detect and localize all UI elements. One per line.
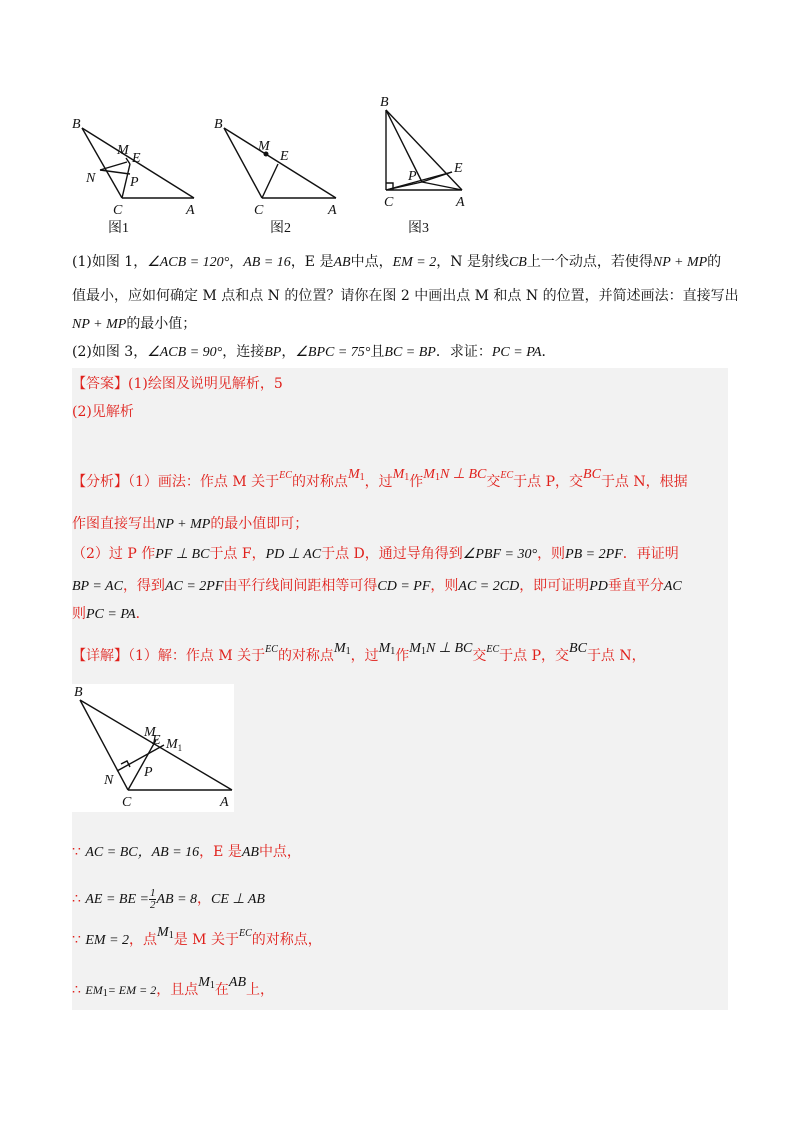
analysis-line3: （2）过 P 作PF ⊥ BC于点 F，PD ⊥ AC于点 D，通过导角得到∠PBF = 30°，则PB = 2PF．再证明 (72, 546, 679, 562)
fig3-caption: 图3 (408, 221, 429, 236)
fig2-label-B: B (214, 117, 223, 132)
fig4-label-A: A (220, 795, 229, 810)
answer-line2: (2)见解析 (72, 404, 134, 420)
fig1-label-A: A (186, 203, 195, 218)
fig2-label-M: M (258, 139, 270, 154)
detail-line1: 【详解】（1）解：作点 M 关于$^{EC}$的对称点$M_1$，过$M_1$作$M_1N$ ⊥ BC交$^{EC}$于点 P，交BC于点 N， (72, 641, 646, 664)
detail-line2: ∵ AC = BC，AB = 16，E 是AB中点， (72, 844, 301, 860)
q1-line2: 值最小，应如何确定 M 点和点 N 的位置？请你在图 2 中画出点 M 和点 N 的位置，并简述画法：直接写出 (72, 288, 739, 304)
fig1-label-M: M (117, 143, 129, 158)
fig3-label-B: B (380, 95, 389, 110)
fig1-label-C: C (113, 203, 123, 218)
figure-2 (210, 112, 350, 237)
fig4-label-B: B (74, 685, 83, 700)
fig2-label-C: C (254, 203, 264, 218)
fig1-label-B: B (72, 117, 81, 132)
fig4-label-M1: $M_1$ (166, 737, 183, 753)
detail-line4: ∵ EM = 2，点$M_1$是 M 关于$^{EC}$的对称点， (72, 925, 322, 948)
fig1-caption: 图1 (108, 221, 129, 236)
q2-line: (2)如图 3，∠ACB = 90°，连接BP，∠BPC = 75°且BC = BP．求证：PC = PA． (72, 344, 556, 360)
fig4-label-E: E (152, 733, 161, 748)
q1-line3: NP + MP的最小值； (72, 316, 197, 332)
figure-4 (72, 684, 234, 812)
fig4-label-N: N (104, 773, 114, 788)
figure-1 (70, 112, 210, 237)
fig3-label-A: A (456, 195, 465, 210)
fig2-label-E: E (280, 149, 289, 164)
fig3-label-C: C (384, 195, 394, 210)
fig1-label-E: E (132, 151, 141, 166)
detail-line5: ∴ $EM_1=$ EM = 2，且点$M_1$在AB上， (72, 975, 275, 999)
detail-line3: ∴ AE = BE = $\frac{1}{2}$ AB = 8，CE ⊥ AB (72, 886, 265, 911)
fig3-label-P: P (408, 169, 417, 184)
figure-3 (370, 92, 480, 237)
analysis-line4: BP = AC，得到AC = 2PF由平行线间间距相等可得CD = PF，则AC = 2CD，即可证明PD垂直平分AC (72, 578, 682, 594)
fig4-label-C: C (122, 795, 132, 810)
fig3-label-E: E (454, 161, 463, 176)
fig1-label-N: N (86, 171, 96, 186)
q1-line1: (1)如图 1，∠ACB = 120°，AB = 16，E 是AB中点，EM = 2，N 是射线CB上一个动点，若使得NP + MP的 (72, 254, 722, 270)
fig4-label-P: P (144, 765, 153, 780)
fig2-label-A: A (328, 203, 337, 218)
fig2-caption: 图2 (270, 221, 291, 236)
fig1-label-P: P (130, 175, 139, 190)
answer-line1: 【答案】(1)绘图及说明见解析，5 (72, 376, 283, 392)
analysis-line1: 【分析】（1）画法：作点 M 关于$^{EC}$的对称点$M_1$，过$M_1$作$M_1N$ ⊥ BC交$^{EC}$于点 P，交BC于点 N，根据 (72, 467, 688, 490)
analysis-line2: 作图直接写出NP + MP的最小值即可； (72, 516, 309, 532)
fig4-label-M: M (144, 725, 156, 740)
analysis-line5: 则PC = PA． (72, 606, 150, 622)
